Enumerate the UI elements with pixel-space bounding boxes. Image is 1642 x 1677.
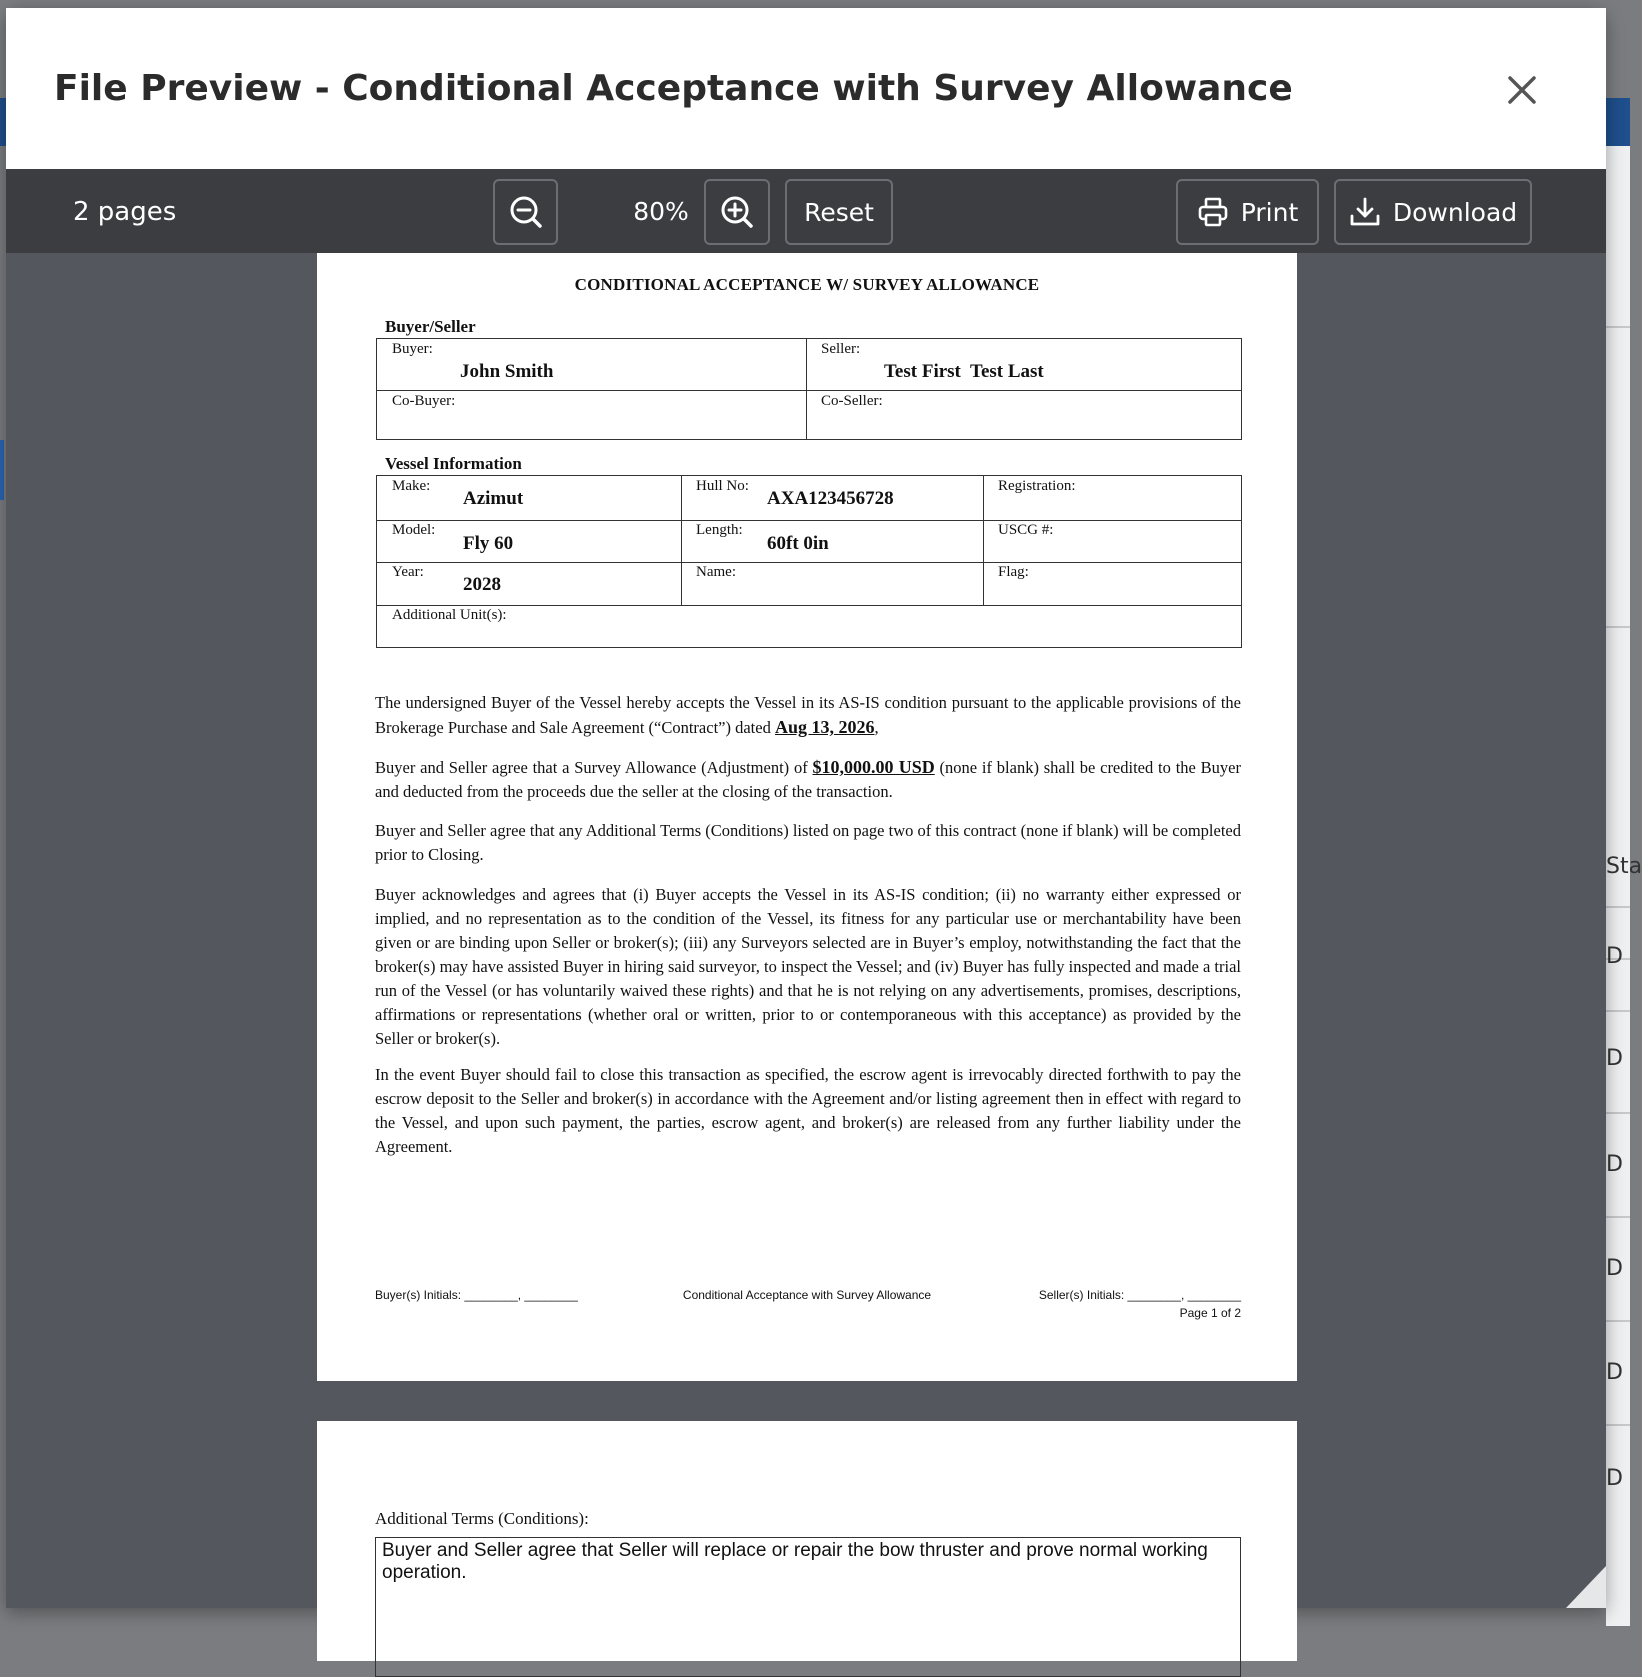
- background-nav-indicator: [0, 440, 4, 500]
- resize-handle-icon[interactable]: [1566, 1566, 1606, 1608]
- divider: [377, 605, 1241, 606]
- buyer-value: John Smith: [460, 361, 554, 382]
- zoom-in-icon: [719, 194, 755, 230]
- background-right-panel: [1606, 146, 1642, 1626]
- zoom-out-icon: [508, 194, 544, 230]
- make-label: Make:: [392, 478, 431, 494]
- divider: [1606, 1112, 1630, 1114]
- divider: [806, 339, 807, 439]
- additional-units-label: Additional Unit(s):: [392, 607, 507, 623]
- background-row-glyph: D: [1606, 1360, 1623, 1385]
- flag-label: Flag:: [998, 564, 1029, 580]
- buyer-initials: Buyer(s) Initials: ________, ________: [375, 1288, 578, 1302]
- cobuyer-label: Co-Buyer:: [392, 393, 456, 409]
- additional-terms-label: Additional Terms (Conditions):: [375, 1509, 589, 1528]
- length-value: 60ft 0in: [767, 533, 829, 554]
- modal-title: File Preview - Conditional Acceptance with Survey Allowance: [54, 68, 1293, 109]
- coseller-label: Co-Seller:: [821, 393, 883, 409]
- download-label: Download: [1392, 197, 1518, 227]
- name-label: Name:: [696, 564, 736, 580]
- document-title: CONDITIONAL ACCEPTANCE W/ SURVEY ALLOWANCE: [574, 275, 1040, 294]
- file-preview-modal: [6, 8, 1606, 1608]
- model-value: Fly 60: [463, 533, 514, 554]
- close-icon: [1502, 70, 1542, 110]
- download-button[interactable]: [1334, 179, 1532, 245]
- seller-value: Test First Test Last: [884, 361, 1044, 382]
- year-label: Year:: [392, 564, 424, 580]
- divider: [1606, 626, 1630, 628]
- divider: [1606, 1216, 1630, 1218]
- document-page-1: [317, 253, 1297, 1381]
- reset-label: Reset: [804, 197, 874, 227]
- buyer-seller-section-label: Buyer/Seller: [385, 317, 476, 336]
- background-row-glyph: D: [1606, 944, 1623, 969]
- download-icon: [1349, 196, 1381, 228]
- divider: [1606, 906, 1630, 908]
- document-page-2: [317, 1421, 1297, 1661]
- background-column-label: Sta: [1606, 854, 1642, 879]
- year-value: 2028: [463, 574, 501, 595]
- zoom-out-button[interactable]: [493, 179, 558, 245]
- allowance-text-end: (none if blank) shall be credited to the Buyer and deducted from the proceeds due the seller at the closing of the transaction.: [375, 758, 1241, 801]
- zoom-level: 80%: [633, 197, 689, 226]
- vessel-section-label: Vessel Information: [385, 454, 522, 473]
- divider: [1606, 1320, 1630, 1322]
- acceptance-paragraph: [375, 691, 1241, 740]
- document-viewer[interactable]: [6, 253, 1606, 1608]
- buyer-seller-table: [376, 338, 1242, 440]
- print-label: Print: [1240, 197, 1299, 227]
- survey-allowance-paragraph: [375, 755, 1241, 804]
- acceptance-text: The undersigned Buyer of the Vessel hereby accepts the Vessel in its AS-IS condition pursuant to the applicable provisions of the Brokerage Purchase and Sale Agreement (“Contract”) dated: [375, 693, 1241, 737]
- reset-zoom-button[interactable]: [785, 179, 893, 245]
- hull-value: AXA123456728: [767, 488, 894, 509]
- print-button[interactable]: [1176, 179, 1319, 245]
- hull-label: Hull No:: [696, 478, 749, 494]
- background-row-glyph: D: [1606, 1466, 1623, 1491]
- background-row-glyph: D: [1606, 1256, 1623, 1281]
- model-label: Model:: [392, 522, 436, 538]
- acknowledgement-paragraph: Buyer acknowledges and agrees that (i) Buyer accepts the Vessel in its AS-IS condition; (ii) no warranty either expressed or implied, and no representation as to the condition of the Vessel, its fitness for any particular use or merchantability have been given or are binding upon Seller or broker(s); (iii) any Surveyors selected are in Buyer’s employ, notwithstanding the fact that the broker(s) may have assisted Buyer in hiring said surveyor, to inspect the Vessel; and (iv) Buyer has fully inspected and made a trial run of the Vessel (or has voluntarily waived these rights) and that he is not relying on any advertisements, promises, descriptions, affirmations or representations (whether oral or written, prior to or contemporaneous with this acceptance) as provided by the Seller or broker(s).: [375, 885, 1241, 1048]
- divider: [1606, 326, 1630, 328]
- close-button[interactable]: [1502, 70, 1542, 110]
- acceptance-text-end: ,: [874, 718, 879, 737]
- modal-header: [6, 8, 1606, 169]
- make-value: Azimut: [463, 488, 524, 509]
- registration-label: Registration:: [998, 478, 1076, 494]
- allowance-text: Buyer and Seller agree that a Survey Allowance (Adjustment) of: [375, 758, 813, 777]
- footer-doc-name: Conditional Acceptance with Survey Allowance: [682, 1288, 932, 1302]
- background-row-glyph: D: [1606, 1152, 1623, 1177]
- buyer-label: Buyer:: [392, 341, 433, 357]
- divider: [983, 476, 984, 605]
- escrow-paragraph: In the event Buyer should fail to close this transaction as specified, the escrow agent is irrevocably directed forthwith to pay the escrow deposit to the Seller and broker(s) in accordance with the Agreement and/or listing agreement then in effect with regard to the Vessel, and upon such payment, the parties, escrow agent, and broker(s) are released from any further liability under the Agreement.: [375, 1065, 1241, 1156]
- divider: [1606, 1424, 1630, 1426]
- allowance-amount: $10,000.00 USD: [812, 757, 935, 777]
- divider: [377, 562, 1241, 563]
- page-count: 2 pages: [73, 197, 177, 227]
- zoom-in-button[interactable]: [704, 179, 770, 245]
- background-row-glyph: D: [1606, 1046, 1623, 1071]
- preview-toolbar: [6, 169, 1606, 253]
- vessel-table: [376, 475, 1242, 648]
- divider: [377, 520, 1241, 521]
- page-number: Page 1 of 2: [1179, 1306, 1241, 1320]
- divider: [681, 476, 682, 605]
- divider: [1606, 1010, 1630, 1012]
- printer-icon: [1197, 196, 1229, 228]
- length-label: Length:: [696, 522, 743, 538]
- seller-initials: Seller(s) Initials: ________, ________: [1038, 1288, 1241, 1302]
- contract-date: Aug 13, 2026: [774, 717, 875, 737]
- divider: [377, 390, 1241, 391]
- uscg-label: USCG #:: [998, 522, 1054, 538]
- seller-label: Seller:: [821, 341, 861, 357]
- additional-terms-paragraph: Buyer and Seller agree that any Additional Terms (Conditions) listed on page two of this contract (none if blank) will be completed prior to Closing.: [375, 821, 1241, 864]
- additional-terms-box: Buyer and Seller agree that Seller will replace or repair the bow thruster and prove normal working operation.: [375, 1537, 1241, 1677]
